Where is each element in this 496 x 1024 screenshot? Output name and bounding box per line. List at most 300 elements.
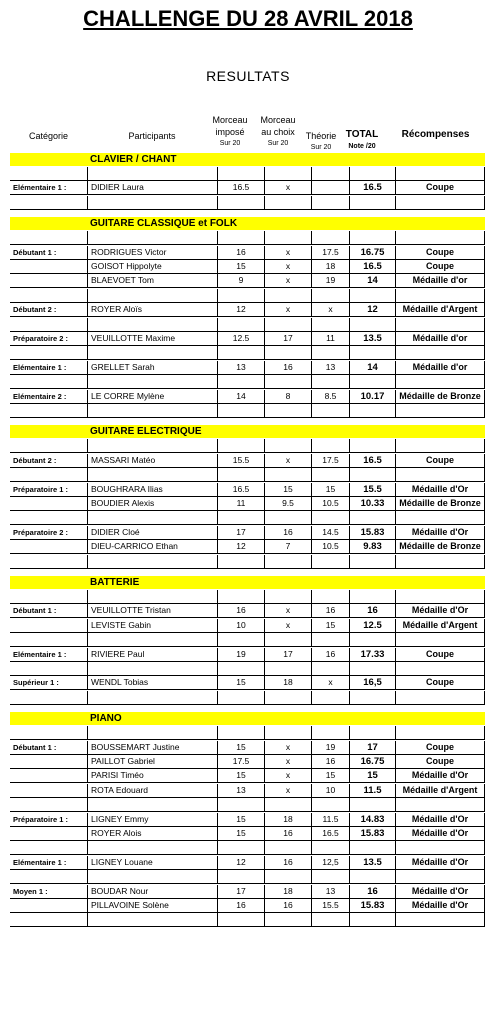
score-total: 16.5 [349, 454, 395, 467]
recompense [395, 590, 485, 603]
category-label: Débutant 1 : [13, 606, 57, 616]
score-impose [217, 555, 264, 568]
score-total: 9.83 [349, 540, 395, 553]
category-label [10, 769, 87, 782]
score-choix [264, 590, 311, 603]
score-impose: 12 [217, 303, 264, 316]
score-choix: x [264, 246, 311, 259]
score-impose: 12.5 [217, 332, 264, 345]
recompense: Coupe [395, 260, 485, 273]
score-total [349, 289, 395, 302]
recompense: Coupe [395, 755, 485, 768]
participant-name: PILLAVOINE Solène [87, 899, 217, 912]
category-label [10, 870, 87, 883]
table-row-empty [10, 439, 485, 453]
table-row-empty [10, 841, 485, 855]
table-row [10, 483, 485, 497]
score-choix: 17 [264, 648, 311, 661]
score-total [349, 590, 395, 603]
score-theorie: 13 [311, 361, 349, 374]
table-row [10, 676, 485, 690]
score-total: 13.5 [349, 332, 395, 345]
document-title: CHALLENGE DU 28 AVRIL 2018 [83, 6, 413, 31]
score-choix: 9.5 [264, 497, 311, 510]
participant-name [87, 346, 217, 359]
recompense: Médaille d'Or [395, 885, 485, 898]
score-theorie: 10.5 [311, 497, 349, 510]
score-choix: x [264, 741, 311, 754]
score-theorie: 19 [311, 274, 349, 287]
recompense: Médaille d'Or [395, 604, 485, 617]
participant-name [87, 870, 217, 883]
category-label [10, 899, 87, 912]
score-total: 11.5 [349, 784, 395, 797]
score-theorie [311, 318, 349, 331]
score-theorie [311, 841, 349, 854]
table-row-empty [10, 375, 485, 389]
participant-name: GOISOT Hippolyte [87, 260, 217, 273]
score-choix [264, 167, 311, 180]
score-impose: 16.5 [217, 483, 264, 496]
score-impose [217, 590, 264, 603]
table-row-empty [10, 196, 485, 210]
score-theorie [311, 231, 349, 244]
recompense [395, 289, 485, 302]
participant-name [87, 913, 217, 926]
score-theorie [311, 468, 349, 481]
category-label [10, 375, 87, 388]
score-impose: 13 [217, 361, 264, 374]
score-total: 15 [349, 769, 395, 782]
category-label: Préparatoire 2 : [13, 334, 69, 343]
score-total [349, 468, 395, 481]
score-total [349, 318, 395, 331]
category-label [10, 439, 87, 452]
score-impose [217, 662, 264, 675]
section-header [10, 425, 485, 438]
category-label [10, 619, 87, 632]
category-label: Moyen 1 : [13, 886, 48, 896]
recompense: Médaille d'Or [395, 483, 485, 496]
score-total [349, 913, 395, 926]
category-label: Débutant 1 : [13, 247, 57, 257]
score-theorie [311, 691, 349, 704]
category-label: Elémentaire 1 : [13, 183, 67, 193]
score-choix [264, 346, 311, 359]
section-title: PIANO [90, 713, 122, 725]
score-total: 12 [349, 303, 395, 316]
participant-name [87, 633, 217, 646]
score-theorie [311, 346, 349, 359]
score-impose: 17.5 [217, 755, 264, 768]
table-row-empty [10, 798, 485, 812]
participant-name [87, 196, 217, 209]
category-label: Elémentaire 1 : [13, 649, 67, 659]
table-row [10, 332, 485, 346]
score-impose: 19 [217, 648, 264, 661]
table-row-empty [10, 555, 485, 569]
participant-name: PAILLOT Gabriel [87, 755, 217, 768]
recompense [395, 439, 485, 452]
score-choix: x [264, 181, 311, 194]
recompense [395, 346, 485, 359]
category-label [10, 346, 87, 359]
category-label [10, 540, 87, 553]
score-choix [264, 662, 311, 675]
participant-name [87, 555, 217, 568]
score-choix [264, 913, 311, 926]
participant-name: DIDIER Cloé [87, 526, 217, 539]
recompense: Coupe [395, 741, 485, 754]
table-row [10, 390, 485, 404]
score-choix: x [264, 303, 311, 316]
score-choix: 16 [264, 856, 311, 869]
participant-name: RODRIGUES Victor [87, 246, 217, 259]
participant-name: BOUSSEMART Justine [87, 741, 217, 754]
score-impose: 17 [217, 526, 264, 539]
recompense [395, 231, 485, 244]
category-label [10, 196, 87, 209]
participant-name [87, 468, 217, 481]
score-total [349, 691, 395, 704]
table-row [10, 741, 485, 755]
category-label: Elémentaire 1 : [13, 362, 67, 372]
score-total: 17.33 [349, 648, 395, 661]
category-label [10, 726, 87, 739]
score-total [349, 167, 395, 180]
recompense [395, 691, 485, 704]
recompense [395, 726, 485, 739]
score-total: 14.83 [349, 813, 395, 826]
score-theorie: 10 [311, 784, 349, 797]
participant-name: LE CORRE Mylène [87, 390, 217, 403]
score-total: 14 [349, 361, 395, 374]
score-theorie [311, 870, 349, 883]
table-row [10, 827, 485, 841]
recompense: Médaille d'Argent [395, 784, 485, 797]
score-impose: 15 [217, 813, 264, 826]
score-theorie: 17.5 [311, 454, 349, 467]
category-label [10, 633, 87, 646]
score-choix: 18 [264, 885, 311, 898]
score-total: 14 [349, 274, 395, 287]
category-label [10, 784, 87, 797]
participant-name [87, 289, 217, 302]
section-header [10, 217, 485, 230]
table-row [10, 899, 485, 913]
score-theorie: 19 [311, 741, 349, 754]
category-label [10, 798, 87, 811]
score-theorie: 16 [311, 755, 349, 768]
score-impose: 12 [217, 540, 264, 553]
category-label: Débutant 1 : [13, 742, 57, 752]
recompense [395, 468, 485, 481]
participant-name: RIVIERE Paul [87, 648, 217, 661]
table-row [10, 856, 485, 870]
score-impose: 16.5 [217, 181, 264, 194]
recompense [395, 318, 485, 331]
score-impose [217, 318, 264, 331]
score-impose: 10 [217, 619, 264, 632]
score-total [349, 404, 395, 417]
recompense: Médaille d'or [395, 361, 485, 374]
recompense [395, 167, 485, 180]
score-total: 17 [349, 741, 395, 754]
table-row [10, 260, 485, 274]
recompense: Médaille d'or [395, 332, 485, 345]
score-theorie: 15 [311, 619, 349, 632]
participant-name [87, 511, 217, 524]
recompense [395, 375, 485, 388]
score-choix: 18 [264, 676, 311, 689]
document-subtitle: RESULTATS [206, 68, 290, 84]
score-total [349, 231, 395, 244]
participant-name [87, 662, 217, 675]
score-impose: 9 [217, 274, 264, 287]
score-choix: x [264, 260, 311, 273]
table-row-empty [10, 691, 485, 705]
score-choix: 16 [264, 827, 311, 840]
table-row-empty [10, 468, 485, 482]
score-impose [217, 633, 264, 646]
score-impose [217, 468, 264, 481]
participant-name [87, 691, 217, 704]
score-theorie: 12,5 [311, 856, 349, 869]
participant-name [87, 798, 217, 811]
score-impose: 16 [217, 246, 264, 259]
score-theorie: x [311, 303, 349, 316]
header-morceau-impose-label: Morceau imposé [212, 115, 248, 137]
participant-name [87, 318, 217, 331]
score-total: 16 [349, 604, 395, 617]
table-row-empty [10, 289, 485, 303]
category-label [10, 289, 87, 302]
table-row-empty [10, 404, 485, 418]
category-label [10, 511, 87, 524]
table-row [10, 784, 485, 798]
table-row [10, 648, 485, 662]
recompense: Médaille d'Or [395, 899, 485, 912]
score-impose: 15.5 [217, 454, 264, 467]
score-theorie [311, 375, 349, 388]
section-title: BATTERIE [90, 577, 140, 588]
recompense: Médaille d'Argent [395, 619, 485, 632]
score-total: 15.83 [349, 827, 395, 840]
header-theorie-sub: Sur 20 [310, 144, 332, 151]
score-choix: x [264, 755, 311, 768]
score-total: 13.5 [349, 856, 395, 869]
score-theorie: 14.5 [311, 526, 349, 539]
table-row [10, 619, 485, 633]
recompense: Médaille d'Argent [395, 303, 485, 316]
category-label [10, 841, 87, 854]
category-label: Préparatoire 1 : [13, 484, 69, 494]
participant-name: BOUDAR Nour [87, 885, 217, 898]
score-choix [264, 511, 311, 524]
category-label [10, 497, 87, 510]
score-choix [264, 439, 311, 452]
category-label: Elémentaire 1 : [13, 857, 67, 867]
participant-name: ROTA Edouard [87, 784, 217, 797]
score-theorie: 10.5 [311, 540, 349, 553]
score-choix [264, 555, 311, 568]
score-impose: 13 [217, 784, 264, 797]
recompense [395, 196, 485, 209]
category-label [10, 590, 87, 603]
recompense: Médaille d'Or [395, 856, 485, 869]
category-label [10, 827, 87, 840]
score-theorie [311, 181, 349, 194]
participant-name: BOUDIER Alexis [87, 497, 217, 510]
score-theorie: 16 [311, 604, 349, 617]
score-choix: x [264, 784, 311, 797]
recompense: Coupe [395, 676, 485, 689]
category-label: Débutant 2 : [13, 455, 57, 465]
score-theorie [311, 590, 349, 603]
participant-name: MASSARI Matéo [87, 454, 217, 467]
participant-name: GRELLET Sarah [87, 361, 217, 374]
score-choix [264, 318, 311, 331]
score-impose: 17 [217, 885, 264, 898]
table-row [10, 454, 485, 468]
score-choix: x [264, 274, 311, 287]
participant-name [87, 231, 217, 244]
score-theorie [311, 439, 349, 452]
table-row [10, 540, 485, 554]
score-choix [264, 196, 311, 209]
score-total: 15.5 [349, 483, 395, 496]
table-row [10, 303, 485, 317]
category-label [10, 274, 87, 287]
score-choix: 16 [264, 361, 311, 374]
score-total [349, 662, 395, 675]
score-theorie [311, 289, 349, 302]
participant-name: BOUGHRARA Ilias [87, 483, 217, 496]
participant-name: VEUILLOTTE Maxime [87, 332, 217, 345]
header-morceau-choix-label: Morceau au choix [260, 115, 296, 137]
score-theorie [311, 404, 349, 417]
score-impose [217, 346, 264, 359]
recompense [395, 798, 485, 811]
participant-name [87, 404, 217, 417]
score-total: 16.75 [349, 755, 395, 768]
recompense: Coupe [395, 648, 485, 661]
category-label [10, 913, 87, 926]
score-total: 16.5 [349, 260, 395, 273]
score-total [349, 555, 395, 568]
score-theorie: 18 [311, 260, 349, 273]
score-impose [217, 798, 264, 811]
score-total [349, 726, 395, 739]
recompense [395, 404, 485, 417]
table-row-empty [10, 167, 485, 181]
recompense [395, 511, 485, 524]
category-label [10, 555, 87, 568]
table-row-empty [10, 590, 485, 604]
recompense [395, 841, 485, 854]
score-total: 10.17 [349, 390, 395, 403]
recompense: Médaille de Bronze [395, 497, 485, 510]
score-impose: 15 [217, 741, 264, 754]
score-total [349, 439, 395, 452]
score-choix: 17 [264, 332, 311, 345]
score-impose [217, 841, 264, 854]
section-header [10, 153, 485, 166]
table-row [10, 769, 485, 783]
score-theorie: 16 [311, 648, 349, 661]
recompense: Médaille d'Or [395, 813, 485, 826]
score-theorie [311, 167, 349, 180]
score-choix: x [264, 604, 311, 617]
category-label [10, 662, 87, 675]
score-choix: 18 [264, 813, 311, 826]
header-theorie-label: Théorie [305, 131, 337, 141]
score-impose: 11 [217, 497, 264, 510]
participant-name: LIGNEY Louane [87, 856, 217, 869]
score-impose [217, 913, 264, 926]
participant-name [87, 439, 217, 452]
table-row-empty [10, 346, 485, 360]
score-theorie [311, 662, 349, 675]
table-row [10, 755, 485, 769]
score-total [349, 196, 395, 209]
score-choix [264, 691, 311, 704]
table-row [10, 274, 485, 288]
section-title: CLAVIER / CHANT [90, 154, 177, 165]
score-theorie [311, 633, 349, 646]
category-label [10, 318, 87, 331]
table-row-empty [10, 511, 485, 525]
participant-name: LEVISTE Gabin [87, 619, 217, 632]
recompense: Médaille de Bronze [395, 390, 485, 403]
score-impose [217, 870, 264, 883]
participant-name: DIDIER Laura [87, 181, 217, 194]
category-label: Supérieur 1 : [13, 678, 59, 688]
header-morceau-choix-sub: Sur 20 [267, 140, 289, 147]
score-impose: 14 [217, 390, 264, 403]
score-theorie: 17.5 [311, 246, 349, 259]
score-theorie [311, 798, 349, 811]
score-impose: 12 [217, 856, 264, 869]
recompense: Médaille d'Or [395, 827, 485, 840]
score-theorie: 8.5 [311, 390, 349, 403]
score-impose [217, 404, 264, 417]
participant-name: DIEU-CARRICO Ethan [87, 540, 217, 553]
table-row-empty [10, 913, 485, 927]
score-theorie [311, 913, 349, 926]
category-label: Débutant 2 : [13, 305, 57, 315]
score-choix: 16 [264, 899, 311, 912]
score-choix [264, 231, 311, 244]
score-total [349, 346, 395, 359]
recompense [395, 662, 485, 675]
table-row [10, 526, 485, 540]
section-header [10, 576, 485, 589]
score-impose [217, 231, 264, 244]
participant-name [87, 841, 217, 854]
participant-name: ROYER Alois [87, 827, 217, 840]
score-total: 16.75 [349, 246, 395, 259]
participant-name: LIGNEY Emmy [87, 813, 217, 826]
score-choix [264, 841, 311, 854]
header-total-label: TOTAL [345, 129, 379, 140]
score-theorie: 11 [311, 332, 349, 345]
category-label [10, 755, 87, 768]
table-row-empty [10, 318, 485, 332]
table-row-empty [10, 870, 485, 884]
recompense: Médaille d'Or [395, 769, 485, 782]
score-choix [264, 870, 311, 883]
